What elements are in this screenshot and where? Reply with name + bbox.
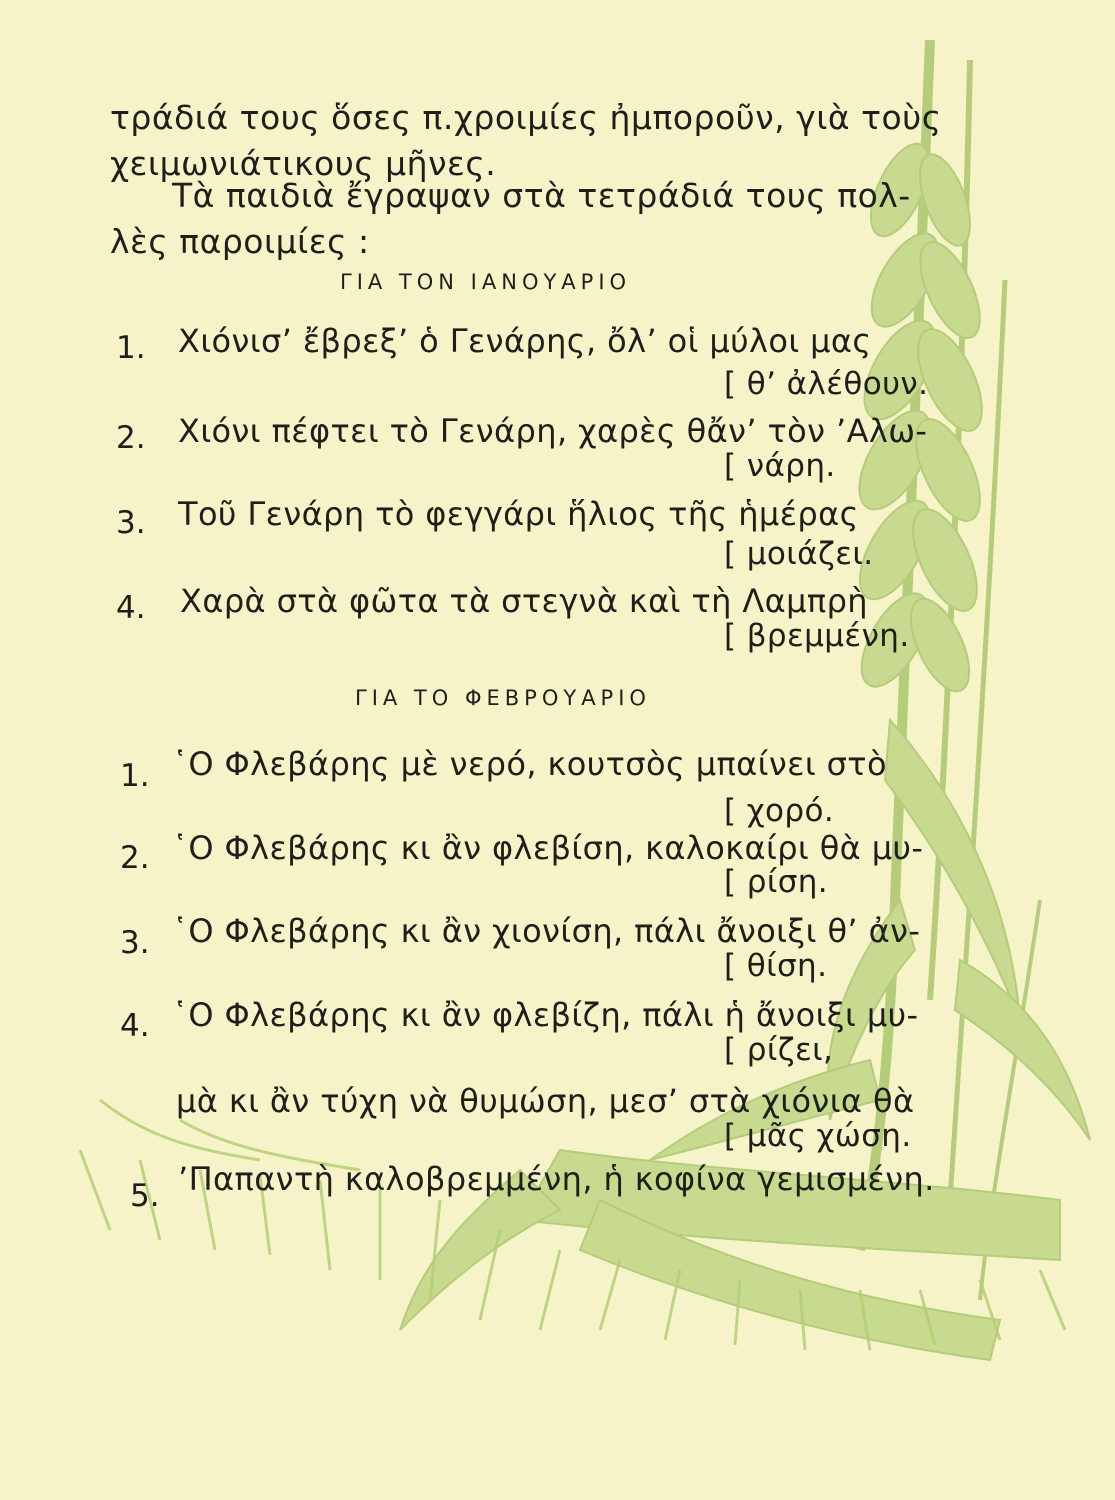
intro-line-3: Τὰ παιδιὰ ἔγραψαν στὰ τετράδιά τους πολ- (172, 176, 911, 215)
section-heading-january: ΓΙΑ ΤΟΝ ΙΑΝΟΥΑΡΙΟ (340, 270, 632, 294)
proverb-text-second-line: μὰ κι ἂν τύχη νὰ θυμώση, μεσ’ στὰ χιόνια θὰ (176, 1082, 915, 1120)
proverb-text: Χιόνι πέφτει τὸ Γενάρη, χαρὲς θἄν’ τὸν ’Αλω- (178, 412, 928, 450)
proverb-number: 1. (120, 758, 150, 794)
proverb-text: ῾Ο Φλεβάρης κι ἂν χιονίση, πάλι ἄνοιξι θ’ ἀν- (172, 912, 921, 950)
proverb-text: ῾Ο Φλεβάρης κι ἂν φλεβίζη, πάλι ἡ ἄνοιξι μυ- (172, 996, 919, 1034)
section-heading-february: ΓΙΑ ΤΟ ΦΕΒΡΟΥΑΡΙΟ (355, 686, 651, 710)
proverb-number: 4. (120, 1008, 150, 1044)
proverb-continuation: [ ρίζει, (724, 1032, 834, 1068)
intro-line-1: τράδιά τους ὅσες π.χροιμίες ἠμποροῦν, γιὰ τοὺς (110, 98, 942, 137)
proverb-number: 1. (116, 330, 146, 366)
proverb-continuation: [ χορό. (724, 793, 835, 829)
intro-line-4: λὲς παροιμίες : (110, 222, 370, 261)
proverb-number: 3. (116, 505, 146, 541)
proverb-number: 5. (130, 1178, 160, 1214)
proverb-text: ῾Ο Φλεβάρης μὲ νερό, κουτσὸς μπαίνει στὸ (172, 745, 887, 783)
proverb-text: ῾Ο Φλεβάρης κι ἂν φλεβίση, καλοκαίρι θὰ μυ- (172, 829, 924, 867)
proverb-text: Χιόνισ’ ἔβρεξ’ ὁ Γενάρης, ὄλ’ οἱ μύλοι μας (178, 322, 872, 360)
proverb-continuation: [ βρεμμένη. (724, 618, 910, 654)
proverb-number: 2. (120, 840, 150, 876)
proverb-text: Χαρὰ στὰ φῶτα τὰ στεγνὰ καὶ τὴ Λαμπρὴ (180, 582, 868, 620)
proverb-continuation: [ μᾶς χώση. (724, 1118, 912, 1154)
proverb-number: 4. (116, 590, 146, 626)
proverb-text: Τοῦ Γενάρη τὸ φεγγάρι ἥλιος τῆς ἡμέρας (178, 495, 859, 533)
intro-line-2: χειμωνιάτικους μῆνες. (110, 144, 497, 183)
proverb-number: 2. (116, 420, 146, 456)
proverb-continuation: [ θ’ ἀλέθουν. (724, 366, 929, 402)
proverb-text: ’Παπαντὴ καλοβρεμμένη, ἡ κοφίνα γεμισμένη. (178, 1160, 935, 1198)
proverb-continuation: [ ρίση. (724, 864, 829, 900)
proverb-continuation: [ νάρη. (724, 448, 836, 484)
proverb-continuation: [ μοιάζει. (724, 536, 874, 572)
proverb-number: 3. (120, 925, 150, 961)
proverb-continuation: [ θίση. (724, 948, 828, 984)
